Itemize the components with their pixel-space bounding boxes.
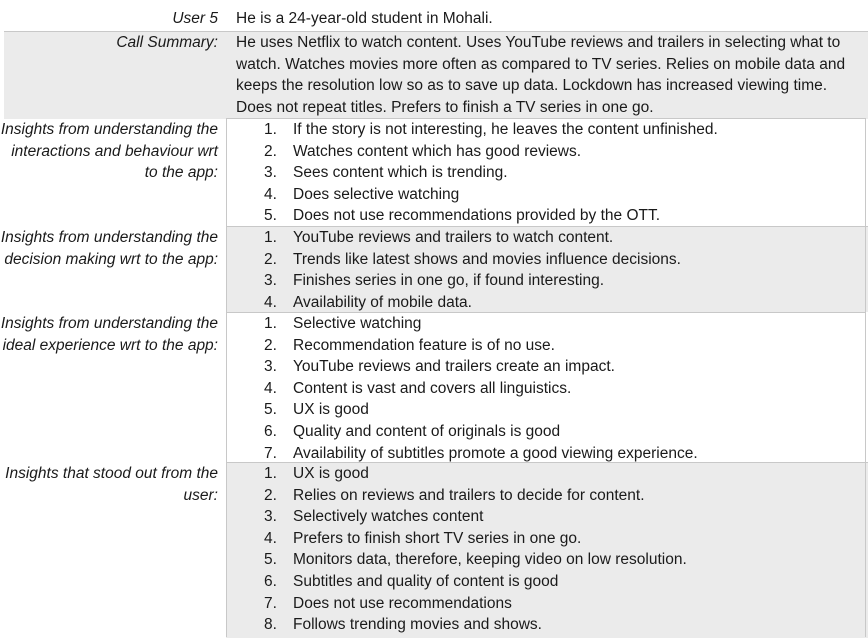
list-item: 3. Sees content which is trending. (264, 164, 508, 182)
list-item: 4. Content is vast and covers all linguistics. (264, 379, 572, 397)
list-item: 7. Availability of subtitles promote a good viewing experience. (264, 444, 698, 462)
list-item: 1. If the story is not interesting, he leaves the content unfinished. (264, 121, 718, 138)
list-item: 7. Does not use recommendations (264, 594, 512, 612)
summary-label: Call Summary: (116, 34, 218, 51)
summary-text: He uses Netflix to watch content. Uses YouTube reviews and trailers in selecting what to watch. Watches movies more often as compared to TV series. Relies on mobile data and keeps the resolution low so as to save up data. Lockdown has increased viewing time. Does not repeat titles. Prefers to finish a TV series in one go. (236, 34, 846, 116)
list-item: 6. Subtitles and quality of content is good (264, 572, 559, 590)
list-item: 2. Trends like latest shows and movies influence decisions. (264, 250, 681, 268)
list-item: 3. YouTube reviews and trailers create an impact. (264, 358, 615, 376)
section-list (236, 313, 858, 464)
list-item: 6. Quality and content of originals is good (264, 422, 561, 440)
section-label: Insights from understanding the ideal experience wrt to the app: (0, 315, 218, 354)
list-item: 2. Recommendation feature is of no use. (264, 336, 555, 354)
section-label: Insights from understanding the interactions and behaviour wrt to the app: (0, 121, 218, 181)
list-item: 1. UX is good (264, 465, 369, 482)
list-item: 5. UX is good (264, 401, 369, 419)
section-list-container (236, 227, 858, 313)
section-list (236, 119, 858, 227)
section-interactions (0, 119, 868, 226)
section-label: Insights that stood out from the user: (5, 465, 218, 504)
list-item: 8. Follows trending movies and shows. (264, 616, 542, 634)
list-item: 2. Relies on reviews and trailers to decide for content. (264, 486, 645, 504)
user-label: User 5 (172, 10, 218, 27)
list-item: 4. Availability of mobile data. (264, 293, 472, 311)
divider (226, 118, 866, 119)
section-list-container (236, 463, 858, 636)
list-item: 3. Finishes series in one go, if found interesting. (264, 272, 605, 290)
list-item: 3. Selectively watches content (264, 508, 484, 526)
section-label: Insights from understanding the decision making wrt to the app: (0, 229, 218, 268)
list-item: 4. Does selective watching (264, 185, 460, 203)
section-decision (0, 227, 868, 312)
list-item: 2. Watches content which has good reviews. (264, 142, 582, 160)
list-item: 4. Prefers to finish short TV series in one go. (264, 529, 582, 547)
section-ideal-experience (0, 313, 868, 463)
section-list-container (236, 313, 858, 464)
summary-row (0, 32, 868, 118)
right-border (865, 118, 866, 637)
section-list (236, 463, 858, 636)
column-divider (226, 118, 227, 637)
section-list (236, 227, 858, 313)
section-standout (0, 463, 868, 637)
list-item: 1. Selective watching (264, 315, 422, 332)
list-item: 5. Does not use recommendations provided by the OTT. (264, 207, 661, 225)
list-item: 1. YouTube reviews and trailers to watch content. (264, 229, 614, 246)
user-description: He is a 24-year-old student in Mohali. (236, 10, 493, 27)
user-row (0, 8, 868, 30)
section-list-container (236, 119, 858, 227)
list-item: 5. Monitors data, therefore, keeping video on low resolution. (264, 551, 687, 569)
